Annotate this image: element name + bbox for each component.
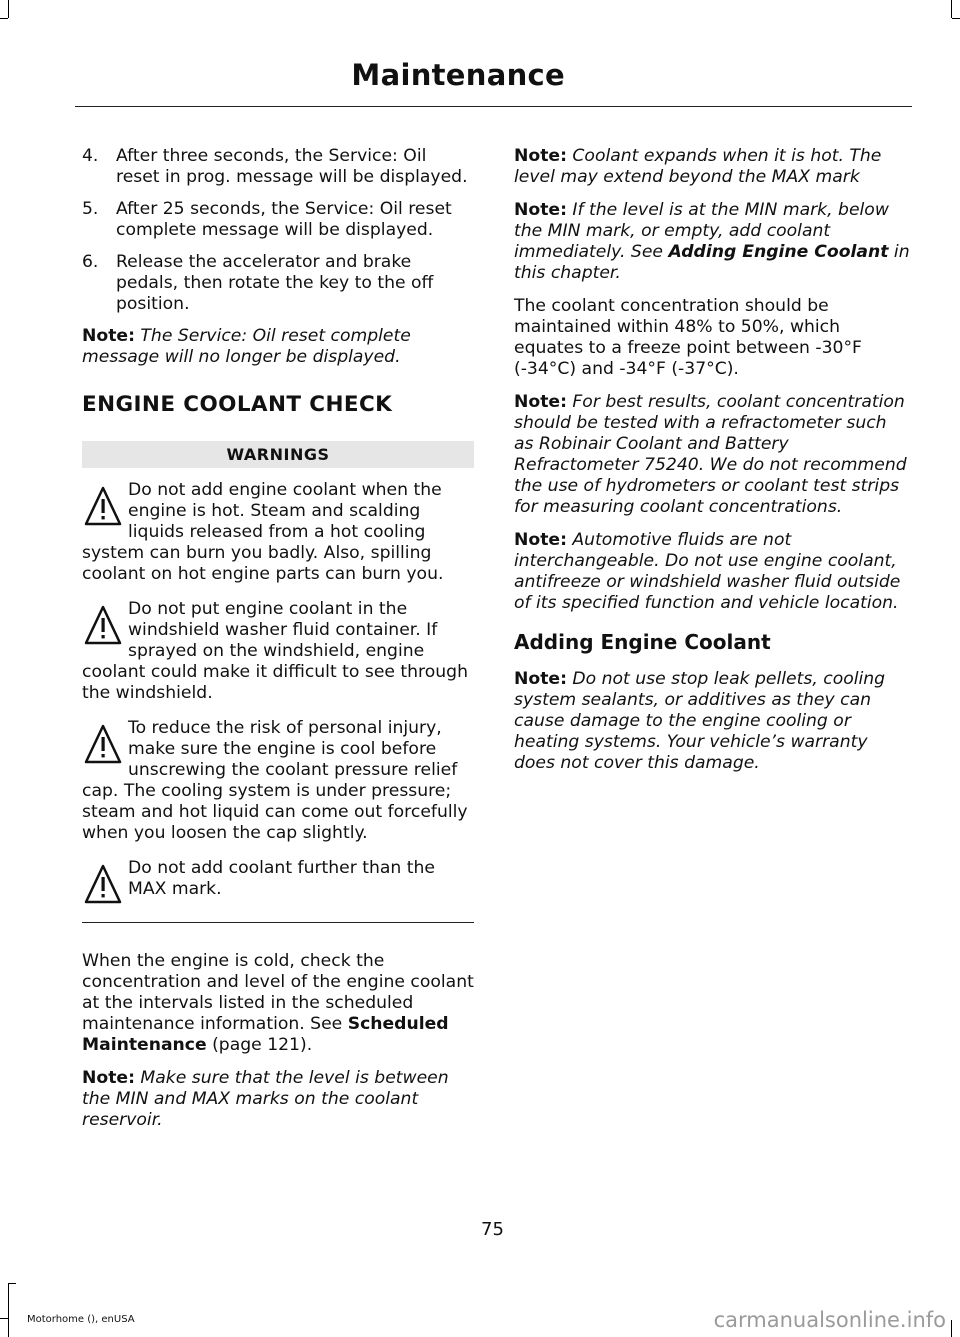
left-column xyxy=(82,146,474,1143)
crop-mark xyxy=(8,1283,9,1337)
warnings-end-divider xyxy=(82,922,474,923)
document-id: Motorhome (), enUSA xyxy=(27,1314,135,1325)
warning-triangle-icon xyxy=(82,484,128,536)
note: Note: Coolant expands when it is hot. The level may extend beyond the MAX mark xyxy=(514,146,882,187)
body-paragraph: When the engine is cold, check the concentration and level of the engine coolant at the intervals listed in the scheduled maintenance information. See Scheduled Maintenance (page 121). xyxy=(82,951,474,1055)
warning-triangle-icon xyxy=(82,603,128,655)
warning-item: To reduce the risk of personal injury, make sure the engine is cool before unscrewing the coolant pressure relief cap. The cooling system is under pressure; steam and hot liquid can come out forcefully when you loosen the cap slightly. xyxy=(82,718,468,843)
crop-mark xyxy=(0,1318,8,1319)
page-number: 75 xyxy=(481,1219,504,1240)
warning-item: Do not put engine coolant in the windshield washer fluid container. If sprayed on the windshield, engine coolant could make it difficult to see through the windshield. xyxy=(82,599,468,703)
warning-item: Do not add engine coolant when the engine is hot. Steam and scalding liquids released from a hot cooling system can burn you badly. Also, spilling coolant on hot engine parts can burn you. xyxy=(82,480,444,584)
crop-mark xyxy=(0,18,8,19)
list-item: 6. Release the accelerator and brake pedals, then rotate the key to the off position. xyxy=(82,252,434,314)
warnings-heading: WARNINGS xyxy=(82,441,474,468)
note: Note: Do not use stop leak pellets, cooling system sealants, or additives as they can cause damage to the engine cooling or heating systems. Your vehicle’s warranty does not cover this damage. xyxy=(514,669,886,773)
page-title: Maintenance xyxy=(351,58,565,92)
warning-item: Do not add coolant further than the MAX mark. xyxy=(82,858,474,908)
crop-mark xyxy=(951,1320,952,1337)
crop-mark xyxy=(951,0,952,18)
list-item: 5. After 25 seconds, the Service: Oil reset complete message will be displayed. xyxy=(82,199,452,240)
crop-mark xyxy=(8,1283,16,1284)
note: Note: For best results, coolant concentration should be tested with a refractometer such as Robinair Coolant and Battery Refractometer 75240. We do not recommend the use of hydrometers or coolant test strips for measuring coolant concentrations. xyxy=(514,392,907,517)
subsection-heading: Adding Engine Coolant xyxy=(514,630,771,654)
header-divider xyxy=(75,106,912,107)
list-item: 4. After three seconds, the Service: Oil reset in prog. message will be displayed. xyxy=(82,146,468,187)
watermark: carmanualsonline.info xyxy=(713,1308,946,1332)
right-column xyxy=(514,146,910,786)
note: Note: The Service: Oil reset complete message will no longer be displayed. xyxy=(82,326,411,367)
crop-mark xyxy=(952,18,960,19)
section-heading: ENGINE COOLANT CHECK xyxy=(82,392,393,417)
note: Note: Automotive fluids are not interchangeable. Do not use engine coolant, antifreeze or windshield washer fluid outside of its specified function and vehicle location. xyxy=(514,530,901,613)
cross-reference: Adding Engine Coolant xyxy=(668,242,889,262)
body-paragraph: The coolant concentration should be maintained within 48% to 50%, which equates to a freeze point between -30°F (-34°C) and -34°F (-37°C). xyxy=(514,296,862,379)
cross-reference: Scheduled Maintenance xyxy=(82,1014,449,1055)
warning-triangle-icon xyxy=(82,722,128,774)
crop-mark xyxy=(8,0,9,18)
warning-triangle-icon xyxy=(82,862,128,914)
note: Note: Make sure that the level is between the MIN and MAX marks on the coolant reservoir. xyxy=(82,1068,449,1130)
note: Note: If the level is at the MIN mark, below the MIN mark, or empty, add coolant immediately. See Adding Engine Coolant in this chapter. xyxy=(514,200,910,283)
